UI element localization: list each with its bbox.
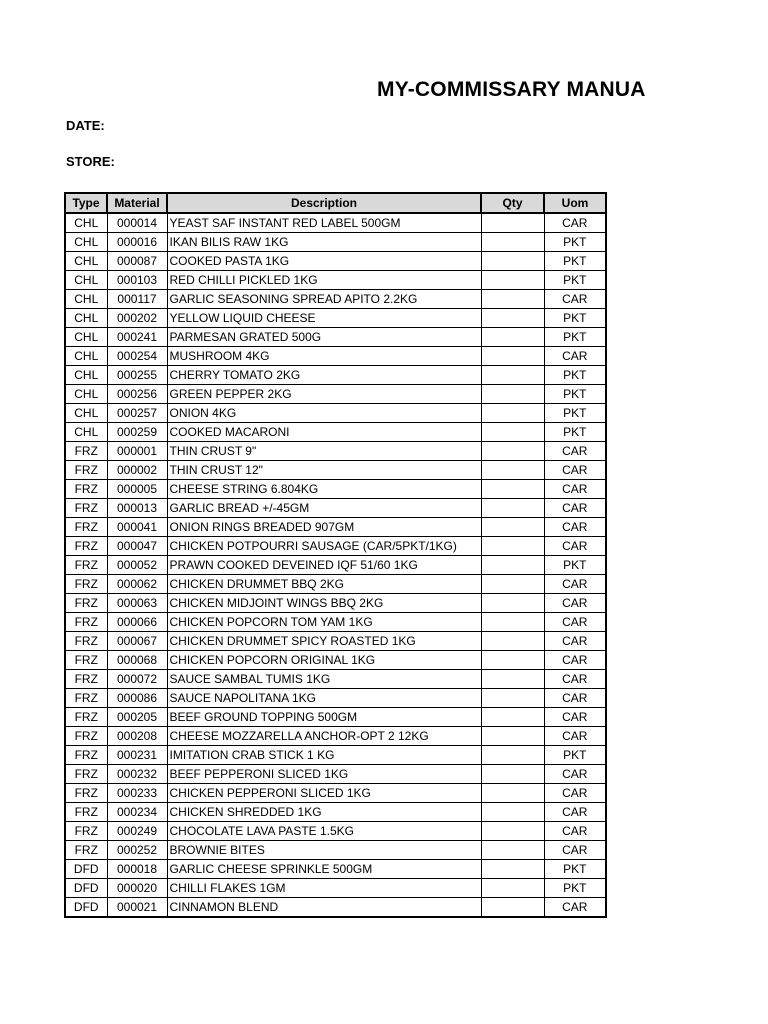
cell-material: 000255: [107, 366, 167, 385]
cell-material: 000234: [107, 803, 167, 822]
cell-uom: PKT: [544, 879, 606, 898]
table-row: [65, 575, 606, 594]
cell-type: CHL: [65, 385, 107, 404]
cell-material: 000233: [107, 784, 167, 803]
cell-uom: CAR: [544, 689, 606, 708]
cell-qty-input[interactable]: [481, 499, 544, 518]
cell-uom: CAR: [544, 461, 606, 480]
table-row: [65, 708, 606, 727]
table-row: [65, 803, 606, 822]
cell-material: 000014: [107, 213, 167, 233]
cell-qty-input[interactable]: [481, 727, 544, 746]
cell-uom: CAR: [544, 784, 606, 803]
cell-qty-input[interactable]: [481, 404, 544, 423]
cell-type: CHL: [65, 328, 107, 347]
cell-uom: CAR: [544, 632, 606, 651]
cell-material: 000252: [107, 841, 167, 860]
cell-description: CHICKEN DRUMMET SPICY ROASTED 1KG: [167, 632, 481, 651]
cell-material: 000062: [107, 575, 167, 594]
cell-type: FRZ: [65, 613, 107, 632]
cell-material: 000016: [107, 233, 167, 252]
cell-qty-input[interactable]: [481, 309, 544, 328]
cell-type: CHL: [65, 271, 107, 290]
cell-type: FRZ: [65, 765, 107, 784]
table-row: [65, 252, 606, 271]
cell-description: BEEF GROUND TOPPING 500GM: [167, 708, 481, 727]
cell-type: FRZ: [65, 632, 107, 651]
table-row: [65, 765, 606, 784]
cell-description: PARMESAN GRATED 500G: [167, 328, 481, 347]
cell-material: 000001: [107, 442, 167, 461]
cell-description: PRAWN COOKED DEVEINED IQF 51/60 1KG: [167, 556, 481, 575]
cell-material: 000013: [107, 499, 167, 518]
table-row: [65, 594, 606, 613]
cell-type: FRZ: [65, 822, 107, 841]
cell-material: 000256: [107, 385, 167, 404]
column-header-type: Type: [65, 193, 107, 213]
cell-type: CHL: [65, 404, 107, 423]
cell-qty-input[interactable]: [481, 290, 544, 309]
table-row: [65, 556, 606, 575]
cell-description: IKAN BILIS RAW 1KG: [167, 233, 481, 252]
cell-description: YELLOW LIQUID CHEESE: [167, 309, 481, 328]
cell-description: CHERRY TOMATO 2KG: [167, 366, 481, 385]
cell-qty-input[interactable]: [481, 765, 544, 784]
column-header-qty: Qty: [481, 193, 544, 213]
order-table: [64, 192, 607, 918]
cell-description: CHEESE MOZZARELLA ANCHOR-OPT 2 12KG: [167, 727, 481, 746]
cell-type: CHL: [65, 366, 107, 385]
cell-qty-input[interactable]: [481, 518, 544, 537]
cell-type: DFD: [65, 898, 107, 918]
cell-qty-input[interactable]: [481, 708, 544, 727]
cell-type: FRZ: [65, 670, 107, 689]
cell-qty-input[interactable]: [481, 442, 544, 461]
cell-description: THIN CRUST 9": [167, 442, 481, 461]
cell-type: FRZ: [65, 803, 107, 822]
table-row: [65, 271, 606, 290]
table-row: [65, 442, 606, 461]
cell-type: FRZ: [65, 727, 107, 746]
cell-uom: CAR: [544, 594, 606, 613]
cell-uom: CAR: [544, 442, 606, 461]
cell-description: CHICKEN POTPOURRI SAUSAGE (CAR/5PKT/1KG): [167, 537, 481, 556]
cell-material: 000254: [107, 347, 167, 366]
cell-uom: CAR: [544, 290, 606, 309]
cell-uom: CAR: [544, 727, 606, 746]
cell-qty-input[interactable]: [481, 461, 544, 480]
cell-qty-input[interactable]: [481, 213, 544, 233]
table-row: [65, 689, 606, 708]
cell-description: GARLIC BREAD +/-45GM: [167, 499, 481, 518]
table-row: [65, 366, 606, 385]
cell-uom: CAR: [544, 670, 606, 689]
cell-description: MUSHROOM 4KG: [167, 347, 481, 366]
cell-qty-input[interactable]: [481, 841, 544, 860]
cell-qty-input[interactable]: [481, 746, 544, 765]
cell-material: 000205: [107, 708, 167, 727]
cell-description: CHILLI FLAKES 1GM: [167, 879, 481, 898]
cell-type: FRZ: [65, 518, 107, 537]
table-row: [65, 404, 606, 423]
cell-description: RED CHILLI PICKLED 1KG: [167, 271, 481, 290]
cell-qty-input[interactable]: [481, 556, 544, 575]
cell-uom: PKT: [544, 328, 606, 347]
table-row: [65, 328, 606, 347]
cell-uom: PKT: [544, 366, 606, 385]
cell-qty-input[interactable]: [481, 594, 544, 613]
cell-uom: CAR: [544, 518, 606, 537]
cell-material: 000063: [107, 594, 167, 613]
cell-uom: CAR: [544, 708, 606, 727]
cell-type: FRZ: [65, 556, 107, 575]
cell-qty-input[interactable]: [481, 670, 544, 689]
table-row: [65, 480, 606, 499]
store-label: STORE:: [66, 154, 115, 169]
cell-type: FRZ: [65, 651, 107, 670]
cell-uom: CAR: [544, 480, 606, 499]
cell-type: CHL: [65, 423, 107, 442]
column-header-uom: Uom: [544, 193, 606, 213]
table-row: [65, 385, 606, 404]
cell-description: CHICKEN DRUMMET BBQ 2KG: [167, 575, 481, 594]
cell-qty-input[interactable]: [481, 385, 544, 404]
cell-qty-input[interactable]: [481, 328, 544, 347]
cell-uom: CAR: [544, 841, 606, 860]
cell-uom: PKT: [544, 746, 606, 765]
cell-material: 000103: [107, 271, 167, 290]
cell-type: FRZ: [65, 499, 107, 518]
cell-type: FRZ: [65, 689, 107, 708]
cell-material: 000041: [107, 518, 167, 537]
cell-uom: PKT: [544, 423, 606, 442]
cell-uom: PKT: [544, 556, 606, 575]
column-header-material: Material: [107, 193, 167, 213]
cell-uom: PKT: [544, 385, 606, 404]
cell-qty-input[interactable]: [481, 271, 544, 290]
table-row: [65, 651, 606, 670]
cell-description: CHOCOLATE LAVA PASTE 1.5KG: [167, 822, 481, 841]
cell-description: ONION RINGS BREADED 907GM: [167, 518, 481, 537]
cell-material: 000052: [107, 556, 167, 575]
cell-description: GREEN PEPPER 2KG: [167, 385, 481, 404]
table-row: [65, 309, 606, 328]
cell-qty-input[interactable]: [481, 252, 544, 271]
cell-uom: CAR: [544, 822, 606, 841]
cell-description: THIN CRUST 12": [167, 461, 481, 480]
cell-material: 000005: [107, 480, 167, 499]
cell-type: CHL: [65, 252, 107, 271]
table-row: [65, 727, 606, 746]
cell-uom: PKT: [544, 860, 606, 879]
cell-material: 000066: [107, 613, 167, 632]
table-row: [65, 879, 606, 898]
cell-description: IMITATION CRAB STICK 1 KG: [167, 746, 481, 765]
cell-material: 000087: [107, 252, 167, 271]
cell-material: 000249: [107, 822, 167, 841]
table-row: [65, 822, 606, 841]
cell-qty-input[interactable]: [481, 423, 544, 442]
cell-uom: CAR: [544, 499, 606, 518]
cell-qty-input[interactable]: [481, 689, 544, 708]
cell-description: CHICKEN POPCORN ORIGINAL 1KG: [167, 651, 481, 670]
cell-material: 000047: [107, 537, 167, 556]
cell-qty-input[interactable]: [481, 480, 544, 499]
cell-material: 000117: [107, 290, 167, 309]
cell-type: CHL: [65, 290, 107, 309]
cell-description: BROWNIE BITES: [167, 841, 481, 860]
cell-material: 000259: [107, 423, 167, 442]
table-row: [65, 746, 606, 765]
cell-description: CINNAMON BLEND: [167, 898, 481, 918]
cell-qty-input[interactable]: [481, 803, 544, 822]
cell-material: 000241: [107, 328, 167, 347]
cell-material: 000208: [107, 727, 167, 746]
cell-uom: PKT: [544, 271, 606, 290]
cell-material: 000020: [107, 879, 167, 898]
cell-qty-input[interactable]: [481, 613, 544, 632]
cell-material: 000257: [107, 404, 167, 423]
cell-uom: CAR: [544, 803, 606, 822]
cell-uom: PKT: [544, 252, 606, 271]
header-row: [65, 193, 606, 213]
cell-description: ONION 4KG: [167, 404, 481, 423]
cell-type: DFD: [65, 879, 107, 898]
table-row: [65, 632, 606, 651]
cell-material: 000021: [107, 898, 167, 918]
cell-description: COOKED MACARONI: [167, 423, 481, 442]
cell-material: 000232: [107, 765, 167, 784]
cell-uom: PKT: [544, 309, 606, 328]
table-row: [65, 499, 606, 518]
cell-qty-input[interactable]: [481, 784, 544, 803]
table-row: [65, 423, 606, 442]
cell-qty-input[interactable]: [481, 632, 544, 651]
cell-type: FRZ: [65, 594, 107, 613]
table-row: [65, 841, 606, 860]
cell-uom: CAR: [544, 537, 606, 556]
cell-description: CHICKEN MIDJOINT WINGS BBQ 2KG: [167, 594, 481, 613]
cell-qty-input[interactable]: [481, 879, 544, 898]
cell-uom: PKT: [544, 233, 606, 252]
cell-type: FRZ: [65, 575, 107, 594]
document-title: MY-COMMISSARY MANUA: [377, 78, 646, 101]
cell-type: FRZ: [65, 461, 107, 480]
cell-qty-input[interactable]: [481, 822, 544, 841]
table-row: [65, 290, 606, 309]
cell-material: 000086: [107, 689, 167, 708]
table-row: [65, 213, 606, 233]
cell-qty-input[interactable]: [481, 575, 544, 594]
cell-qty-input[interactable]: [481, 898, 544, 918]
cell-uom: PKT: [544, 404, 606, 423]
cell-type: FRZ: [65, 442, 107, 461]
cell-type: FRZ: [65, 841, 107, 860]
cell-description: SAUCE NAPOLITANA 1KG: [167, 689, 481, 708]
cell-uom: CAR: [544, 575, 606, 594]
cell-uom: CAR: [544, 347, 606, 366]
cell-uom: CAR: [544, 898, 606, 918]
cell-type: CHL: [65, 309, 107, 328]
cell-material: 000002: [107, 461, 167, 480]
cell-uom: CAR: [544, 613, 606, 632]
cell-qty-input[interactable]: [481, 651, 544, 670]
cell-uom: CAR: [544, 765, 606, 784]
cell-uom: CAR: [544, 651, 606, 670]
cell-material: 000072: [107, 670, 167, 689]
column-header-description: Description: [167, 193, 481, 213]
cell-qty-input[interactable]: [481, 537, 544, 556]
cell-qty-input[interactable]: [481, 860, 544, 879]
cell-type: FRZ: [65, 480, 107, 499]
table-row: [65, 860, 606, 879]
cell-type: CHL: [65, 213, 107, 233]
cell-description: BEEF PEPPERONI SLICED 1KG: [167, 765, 481, 784]
cell-description: COOKED PASTA 1KG: [167, 252, 481, 271]
cell-description: CHEESE STRING 6.804KG: [167, 480, 481, 499]
table-row: [65, 233, 606, 252]
cell-material: 000067: [107, 632, 167, 651]
cell-description: SAUCE SAMBAL TUMIS 1KG: [167, 670, 481, 689]
table-row: [65, 613, 606, 632]
cell-type: CHL: [65, 347, 107, 366]
cell-description: GARLIC CHEESE SPRINKLE 500GM: [167, 860, 481, 879]
table-row: [65, 518, 606, 537]
cell-description: CHICKEN PEPPERONI SLICED 1KG: [167, 784, 481, 803]
cell-uom: CAR: [544, 213, 606, 233]
cell-material: 000202: [107, 309, 167, 328]
table-row: [65, 670, 606, 689]
cell-material: 000018: [107, 860, 167, 879]
cell-qty-input[interactable]: [481, 366, 544, 385]
cell-material: 000231: [107, 746, 167, 765]
cell-type: FRZ: [65, 537, 107, 556]
cell-type: CHL: [65, 233, 107, 252]
table-row: [65, 461, 606, 480]
cell-qty-input[interactable]: [481, 233, 544, 252]
cell-type: FRZ: [65, 746, 107, 765]
cell-qty-input[interactable]: [481, 347, 544, 366]
cell-type: FRZ: [65, 708, 107, 727]
cell-description: CHICKEN SHREDDED 1KG: [167, 803, 481, 822]
cell-type: DFD: [65, 860, 107, 879]
cell-description: CHICKEN POPCORN TOM YAM 1KG: [167, 613, 481, 632]
cell-description: YEAST SAF INSTANT RED LABEL 500GM: [167, 213, 481, 233]
table-row: [65, 347, 606, 366]
cell-type: FRZ: [65, 784, 107, 803]
date-label: DATE:: [66, 118, 105, 133]
cell-material: 000068: [107, 651, 167, 670]
cell-description: GARLIC SEASONING SPREAD APITO 2.2KG: [167, 290, 481, 309]
table-row: [65, 898, 606, 918]
table-row: [65, 537, 606, 556]
table-row: [65, 784, 606, 803]
